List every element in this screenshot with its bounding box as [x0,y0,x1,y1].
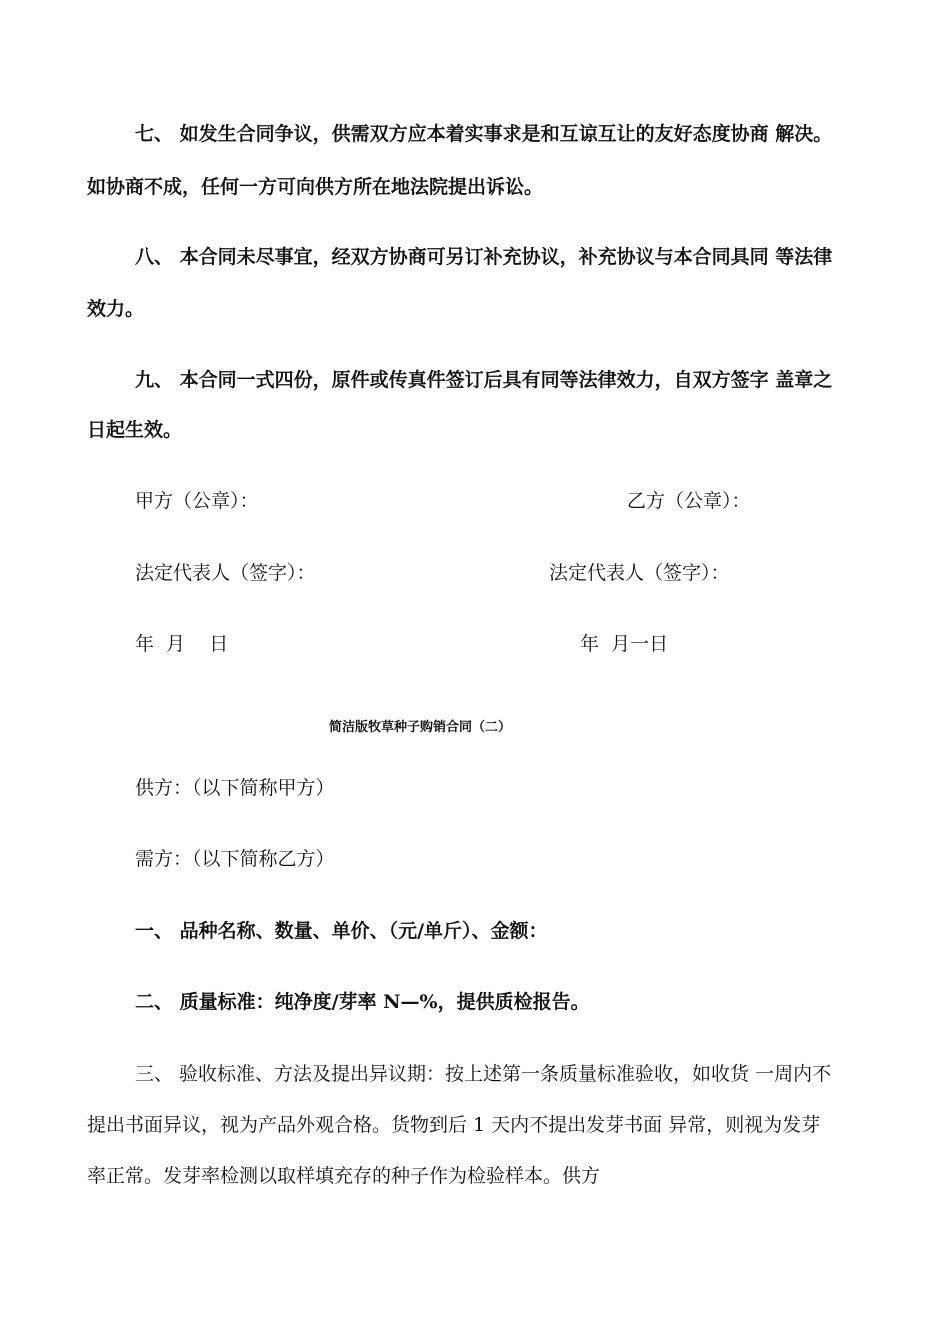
party-a-rep-label: 法定代表人（签字）： [135,562,316,584]
clause-1: 一、 品种名称、数量、单价、（元/单斤）、金额： [135,920,548,942]
clause-7-line-2: 如协商不成，任何一方可向供方所在地法院提出诉讼。 [87,176,544,198]
party-a-date: 年 月 日 [135,633,229,655]
clause-9-line-2: 日起生效。 [87,419,183,441]
clause-3-line-3: 率正常。发芽率检测以取样填充存的种子作为检验样本。供方 [87,1165,601,1187]
clause-3-line-1: 三、 验收标准、方法及提出异议期：按上述第一条质量标准验收，如收货 一周内不 [135,1063,832,1085]
party-b-rep-label: 法定代表人（签字）： [549,562,730,584]
party-b-date: 年 月一日 [580,633,669,655]
clause-2: 二、 质量标准：纯净度/芽率 N—%，提供质检报告。 [135,991,590,1013]
party-b-seal-label: 乙方（公章）： [627,490,751,512]
party-a-seal-label: 甲方（公章）： [135,490,259,512]
clause-8-line-1: 八、 本合同未尽事宜，经双方协商可另订补充协议，补充协议与本合同具同 等法律 [135,246,833,268]
clause-3-line-2: 提出书面异议，视为产品外观合格。货物到后 1 天内不提出发芽书面 异常，则视为发芽 [87,1114,821,1136]
contract-2-title: 简洁版牧草种子购销合同（二） [328,720,511,735]
clause-7-line-1: 七、 如发生合同争议，供需双方应本着实事求是和互谅互让的友好态度协商 解决。 [135,123,833,145]
clause-9-line-1: 九、 本合同一式四份，原件或传真件签订后具有同等法律效力，自双方签字 盖章之 [135,369,833,391]
supplier-line: 供方：（以下简称甲方） [135,777,335,799]
buyer-line: 需方：（以下简称乙方） [135,848,335,870]
clause-8-line-2: 效力。 [87,298,145,320]
